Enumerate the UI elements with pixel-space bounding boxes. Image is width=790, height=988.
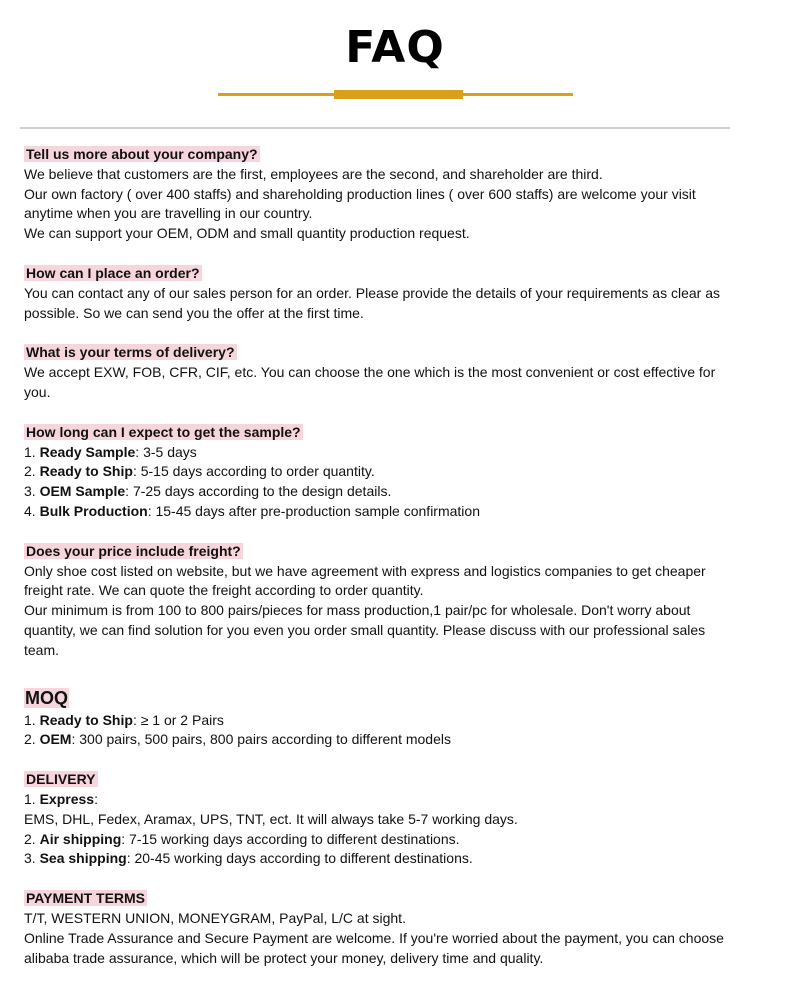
faq-content — [24, 145, 734, 988]
list-item: 2. OEM: 300 pairs, 500 pairs, 800 pairs according to different models — [24, 731, 451, 748]
faq-question: Does your price include freight? — [26, 542, 241, 559]
delivery-heading: DELIVERY — [26, 771, 96, 788]
list-item: 1. Ready to Ship: ≥ 1 or 2 Pairs — [24, 711, 224, 728]
faq-section-freight — [24, 542, 734, 661]
faq-question: How can I place an order? — [26, 264, 200, 281]
faq-answer-line: We believe that customers are the first, employees are the second, and shareholder are third. — [24, 165, 603, 182]
list-item: 1. Express: — [24, 790, 98, 807]
list-item: 3. Sea shipping: 20-45 working days according to different destinations. — [24, 850, 473, 867]
payment-section — [24, 889, 734, 968]
faq-section-order — [24, 264, 734, 323]
list-item: 3. OEM Sample: 7-25 days according to the design details. — [24, 483, 392, 500]
faq-question: Tell us more about your company? — [26, 146, 258, 162]
faq-answer-line: Only shoe cost listed on website, but we have agreement with express and logistics companies to get cheaper freight rate. We can quote the freight according to order quantity. — [24, 562, 706, 599]
faq-answer-line: Our minimum is from 100 to 800 pairs/pieces for mass production,1 pair/pc for wholesale. Don't worry about quantity, we can find solution for you even you order small quantity. Please discuss with our professional sales team. — [24, 602, 706, 658]
divider — [20, 127, 730, 129]
payment-heading: PAYMENT TERMS — [26, 890, 146, 907]
list-item: 1. Ready Sample: 3-5 days — [24, 443, 197, 460]
faq-question: How long can I expect to get the sample? — [26, 423, 301, 440]
page-title: FAQ — [345, 22, 445, 73]
faq-answer-line: We can support your OEM, ODM and small quantity production request. — [24, 225, 470, 242]
faq-section-sample — [24, 423, 734, 522]
delivery-section — [24, 770, 734, 869]
moq-section — [24, 685, 734, 751]
faq-answer-line: You can contact any of our sales person for an order. Please provide the details of your requirements as clear as possible. So we can send you the offer at the first time. — [24, 284, 720, 321]
title-underline-accent — [334, 90, 463, 99]
payment-line: Online Trade Assurance and Secure Payment are welcome. If you're worried about the payment, you can choose alibaba trade assurance, which will be protect your money, delivery time and quality. — [24, 929, 724, 966]
faq-section-company — [24, 145, 734, 244]
list-item: 4. Bulk Production: 15-45 days after pre-production sample confirmation — [24, 502, 480, 519]
faq-answer-line: Our own factory ( over 400 staffs) and shareholding production lines ( over 600 staffs) are welcome your visit anytime when you are travelling in our country. — [24, 185, 696, 222]
list-item: 2. Ready to Ship: 5-15 days according to order quantity. — [24, 463, 375, 480]
moq-heading: MOQ — [25, 687, 68, 708]
faq-section-delivery-terms — [24, 343, 734, 402]
delivery-express-line: EMS, DHL, Fedex, Aramax, UPS, TNT, ect. It will always take 5-7 working days. — [24, 810, 518, 827]
list-item: 2. Air shipping: 7-15 working days according to different destinations. — [24, 830, 460, 847]
faq-question: What is your terms of delivery? — [26, 344, 235, 361]
payment-line: T/T, WESTERN UNION, MONEYGRAM, PayPal, L/C at sight. — [24, 909, 406, 926]
faq-answer-line: We accept EXW, FOB, CFR, CIF, etc. You can choose the one which is the most convenient or cost effective for you. — [24, 364, 716, 400]
